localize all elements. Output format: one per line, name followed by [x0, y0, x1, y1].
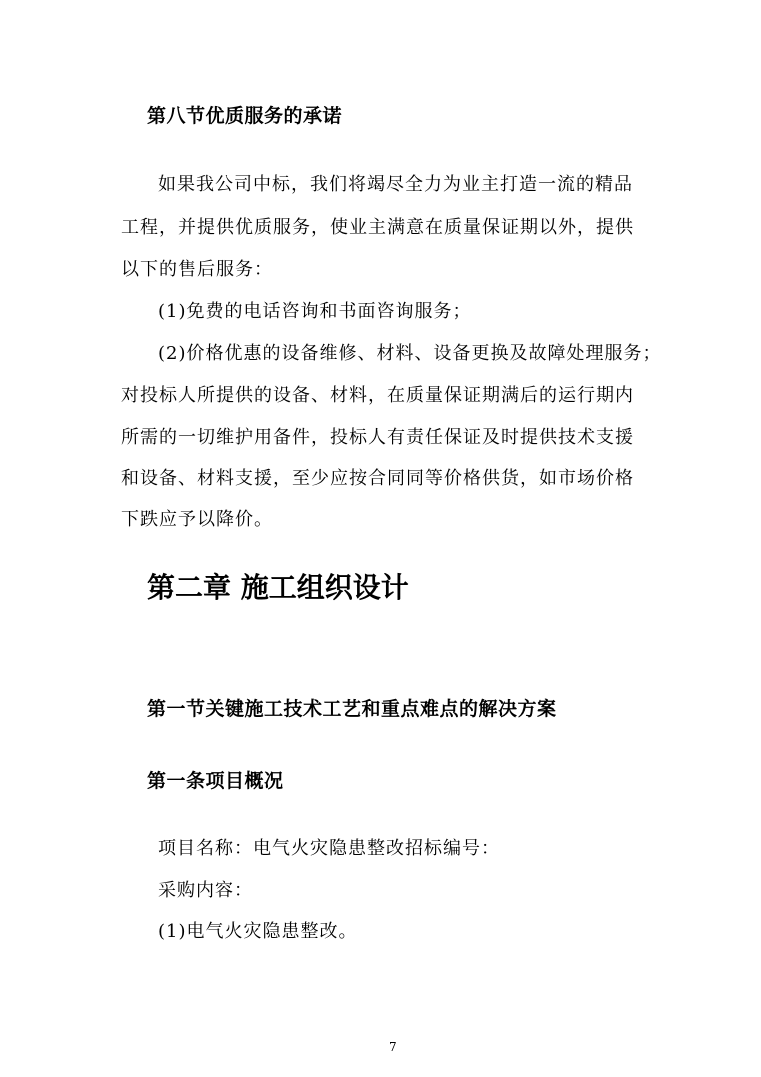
- paragraph-line: 项目名称：电气火灾隐患整改招标编号：: [158, 838, 500, 859]
- paragraph-line: 工程，并提供优质服务，使业主满意在质量保证期以外，提供: [121, 217, 634, 238]
- section-heading: 第一节关键施工技术工艺和重点难点的解决方案: [147, 698, 557, 720]
- section-heading: 第八节优质服务的承诺: [147, 105, 343, 127]
- list-item: (2)价格优惠的设备维修、材料、设备更换及故障处理服务；: [158, 343, 662, 364]
- paragraph-line: 采购内容：: [158, 880, 253, 901]
- paragraph-line: 和设备、材料支援，至少应按合同同等价格供货，如市场价格: [121, 468, 634, 489]
- paragraph-line: 下跌应予以降价。: [121, 509, 273, 530]
- list-item: (1)免费的电话咨询和书面咨询服务；: [158, 301, 472, 322]
- paragraph-line: 所需的一切维护用备件，投标人有责任保证及时提供技术支援: [121, 427, 634, 448]
- chapter-title: 第二章 施工组织设计: [147, 571, 409, 604]
- paragraph-line: 如果我公司中标，我们将竭尽全力为业主打造一流的精品: [158, 174, 633, 195]
- paragraph-line: 以下的售后服务：: [121, 259, 273, 280]
- page-number: 7: [389, 1040, 397, 1054]
- paragraph-line: 对投标人所提供的设备、材料，在质量保证期满后的运行期内: [121, 385, 634, 406]
- list-item: (1)电气火灾隐患整改。: [158, 921, 358, 942]
- article-heading: 第一条项目概况: [147, 770, 284, 792]
